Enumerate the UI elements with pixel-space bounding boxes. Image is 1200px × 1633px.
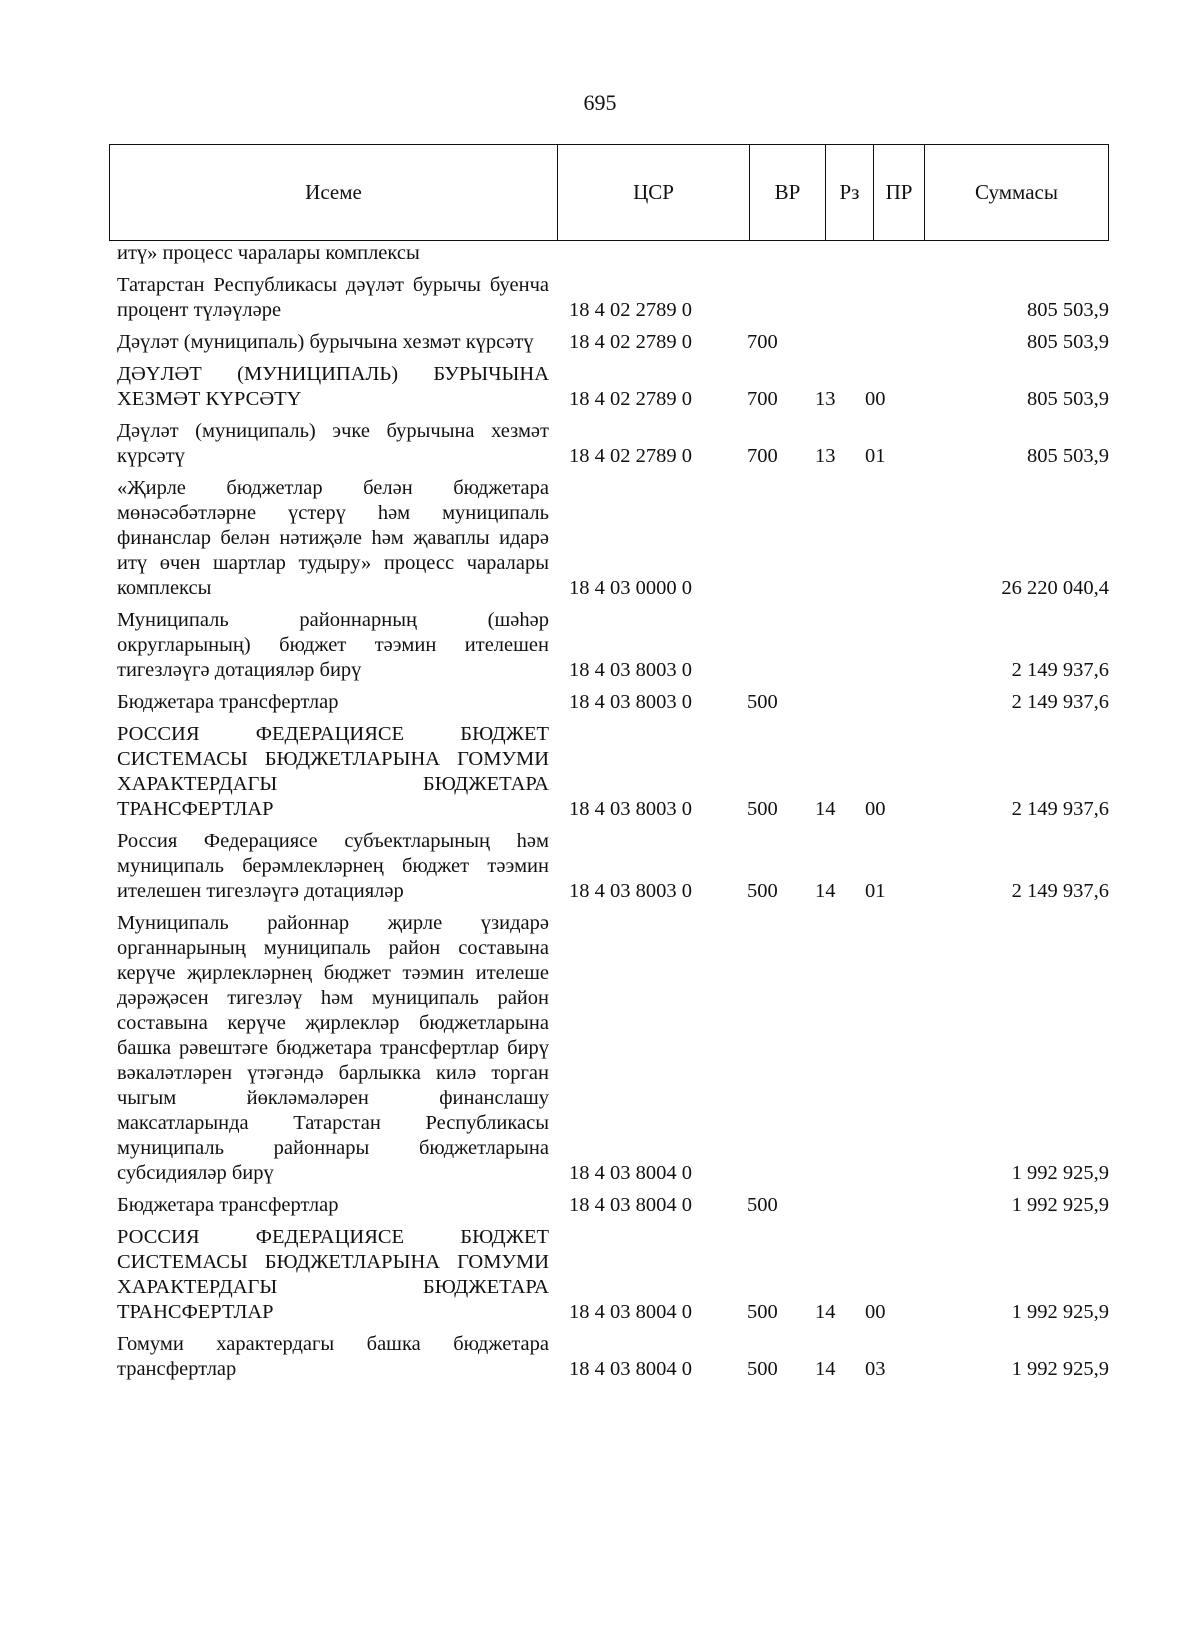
cell-rz: 13 [815, 388, 836, 410]
cell-name: РОССИЯ ФЕДЕРАЦИЯСЕ БЮДЖЕТ СИСТЕМАСЫ БЮДЖЕТЛАРЫНА ГОМУМИ ХАРАКТЕРДАГЫ БЮДЖЕТАРА ТРАНСФЕРТЛАР [117, 723, 549, 820]
cell-pr: 01 [865, 880, 886, 902]
cell-name: Муниципаль районнарның (шәһәр округларының) бюджет тәэмин ителешен тигезләүгә дотацияләр бирү [117, 609, 549, 681]
cell-vr: 700 [747, 388, 778, 410]
cell-vr: 500 [747, 1194, 778, 1216]
cell-name: Муниципаль районнар җирле үзидарә органнарының муниципаль район составына керүче җирлекләрнең бюджет тәэмин ителеше дәрәҗәсен тигезләү һәм муниципаль район составына керүче җирлекләр бюджетларына башка рәвештәге бюджетара трансфертлар бирү вәкаләтләрен үтәгәндә барлыкка килә торган чыгым йөкләмәләрен финанслашу максатларында Татарстан Республикасы муниципаль районнары бюджетларына субсидияләр бирү [117, 912, 549, 1184]
row-gap [117, 1186, 1109, 1193]
row-gap [117, 355, 1109, 362]
cell-vr: 700 [747, 445, 778, 467]
table-row [117, 1193, 1109, 1218]
cell-sum: 2 149 937,6 [1011, 880, 1109, 902]
cell-sum: 1 992 925,9 [1011, 1358, 1109, 1380]
table-row [117, 273, 1109, 323]
cell-sum: 26 220 040,4 [1001, 577, 1109, 599]
table-body [117, 241, 1109, 1382]
cell-csr: 18 4 03 8004 0 [569, 1162, 692, 1184]
row-gap [117, 822, 1109, 829]
header-csr: ЦСР [558, 145, 750, 240]
header-rz: Рз [826, 145, 874, 240]
table-row [117, 476, 1109, 601]
table-row [117, 1225, 1109, 1325]
cell-pr: 01 [865, 445, 886, 467]
cell-name: «Җирле бюджетлар белән бюджетара мөнәсәбәтләрне үстерү һәм муниципаль финанслар белән нәтиҗәле һәм җаваплы идарә итү өчен шартлар тудыру» процесс чаралары комплексы [117, 477, 549, 599]
row-gap [117, 412, 1109, 419]
cell-name: итү» процесс чаралары комплексы [117, 242, 420, 264]
cell-sum: 805 503,9 [1027, 331, 1109, 353]
header-pr: ПР [874, 145, 925, 240]
cell-name: Гомуми характердагы башка бюджетара трансфертлар [117, 1333, 549, 1380]
cell-rz: 13 [815, 445, 836, 467]
table-header [109, 144, 1109, 241]
cell-csr: 18 4 02 2789 0 [569, 299, 692, 321]
table-row [117, 330, 1109, 355]
table-row [117, 419, 1109, 469]
cell-csr: 18 4 03 8003 0 [569, 659, 692, 681]
cell-name: Дәүләт (муниципаль) эчке бурычына хезмәт күрсәтү [117, 420, 549, 467]
cell-sum: 1 992 925,9 [1011, 1162, 1109, 1184]
row-gap [117, 266, 1109, 273]
cell-csr: 18 4 03 8004 0 [569, 1358, 692, 1380]
cell-name: Дәүләт (муниципаль) бурычына хезмәт күрсәтү [117, 331, 534, 353]
cell-name: Бюджетара трансфертлар [117, 691, 339, 713]
cell-name: Татарстан Республикасы дәүләт бурычы буенча процент түләүләре [117, 274, 549, 321]
cell-pr: 00 [865, 388, 886, 410]
cell-csr: 18 4 02 2789 0 [569, 445, 692, 467]
row-gap [117, 601, 1109, 608]
cell-csr: 18 4 03 8003 0 [569, 691, 692, 713]
page-number: 695 [583, 90, 617, 115]
cell-csr: 18 4 03 8003 0 [569, 798, 692, 820]
table-row [117, 608, 1109, 683]
cell-sum: 805 503,9 [1027, 445, 1109, 467]
cell-name: Бюджетара трансфертлар [117, 1194, 339, 1216]
header-sum: Суммасы [975, 180, 1058, 204]
cell-vr: 500 [747, 1358, 778, 1380]
row-gap [117, 323, 1109, 330]
cell-sum: 2 149 937,6 [1011, 659, 1109, 681]
cell-name: Россия Федерациясе субъектларының һәм муниципаль берәмлекләрнең бюджет тәэмин ителешен тигезләүгә дотацияләр [117, 830, 549, 902]
cell-csr: 18 4 02 2789 0 [569, 331, 692, 353]
row-gap [117, 904, 1109, 911]
cell-pr: 00 [865, 1301, 886, 1323]
table-row [117, 1332, 1109, 1382]
cell-vr: 500 [747, 691, 778, 713]
cell-vr: 700 [747, 331, 778, 353]
cell-sum: 2 149 937,6 [1011, 798, 1109, 820]
table-row [117, 829, 1109, 904]
row-gap [117, 715, 1109, 722]
table-row [117, 362, 1109, 412]
cell-sum: 2 149 937,6 [1011, 691, 1109, 713]
cell-sum: 805 503,9 [1027, 299, 1109, 321]
cell-sum: 1 992 925,9 [1011, 1301, 1109, 1323]
cell-csr: 18 4 03 8004 0 [569, 1301, 692, 1323]
header-vr: ВР [750, 145, 826, 240]
cell-csr: 18 4 02 2789 0 [569, 388, 692, 410]
cell-rz: 14 [815, 880, 836, 902]
cell-rz: 14 [815, 798, 836, 820]
cell-rz: 14 [815, 1301, 836, 1323]
cell-rz: 14 [815, 1358, 836, 1380]
cell-vr: 500 [747, 798, 778, 820]
row-gap [117, 1218, 1109, 1225]
table-row [117, 911, 1109, 1186]
cell-sum: 1 992 925,9 [1011, 1194, 1109, 1216]
cell-pr: 03 [865, 1358, 886, 1380]
row-gap [117, 469, 1109, 476]
cell-csr: 18 4 03 0000 0 [569, 577, 692, 599]
cell-name: РОССИЯ ФЕДЕРАЦИЯСЕ БЮДЖЕТ СИСТЕМАСЫ БЮДЖЕТЛАРЫНА ГОМУМИ ХАРАКТЕРДАГЫ БЮДЖЕТАРА ТРАНСФЕРТЛАР [117, 1226, 549, 1323]
table-row [117, 722, 1109, 822]
header-name: Исеме [110, 145, 558, 240]
cell-vr: 500 [747, 1301, 778, 1323]
table-row [117, 241, 1109, 266]
cell-pr: 00 [865, 798, 886, 820]
row-gap [117, 1325, 1109, 1332]
cell-sum: 805 503,9 [1027, 388, 1109, 410]
cell-name: ДӘҮЛӘТ (МУНИЦИПАЛЬ) БУРЫЧЫНА ХЕЗМӘТ КҮРСӘТҮ [117, 363, 549, 410]
cell-vr: 500 [747, 880, 778, 902]
table-row [117, 690, 1109, 715]
row-gap [117, 683, 1109, 690]
cell-csr: 18 4 03 8003 0 [569, 880, 692, 902]
cell-csr: 18 4 03 8004 0 [569, 1194, 692, 1216]
